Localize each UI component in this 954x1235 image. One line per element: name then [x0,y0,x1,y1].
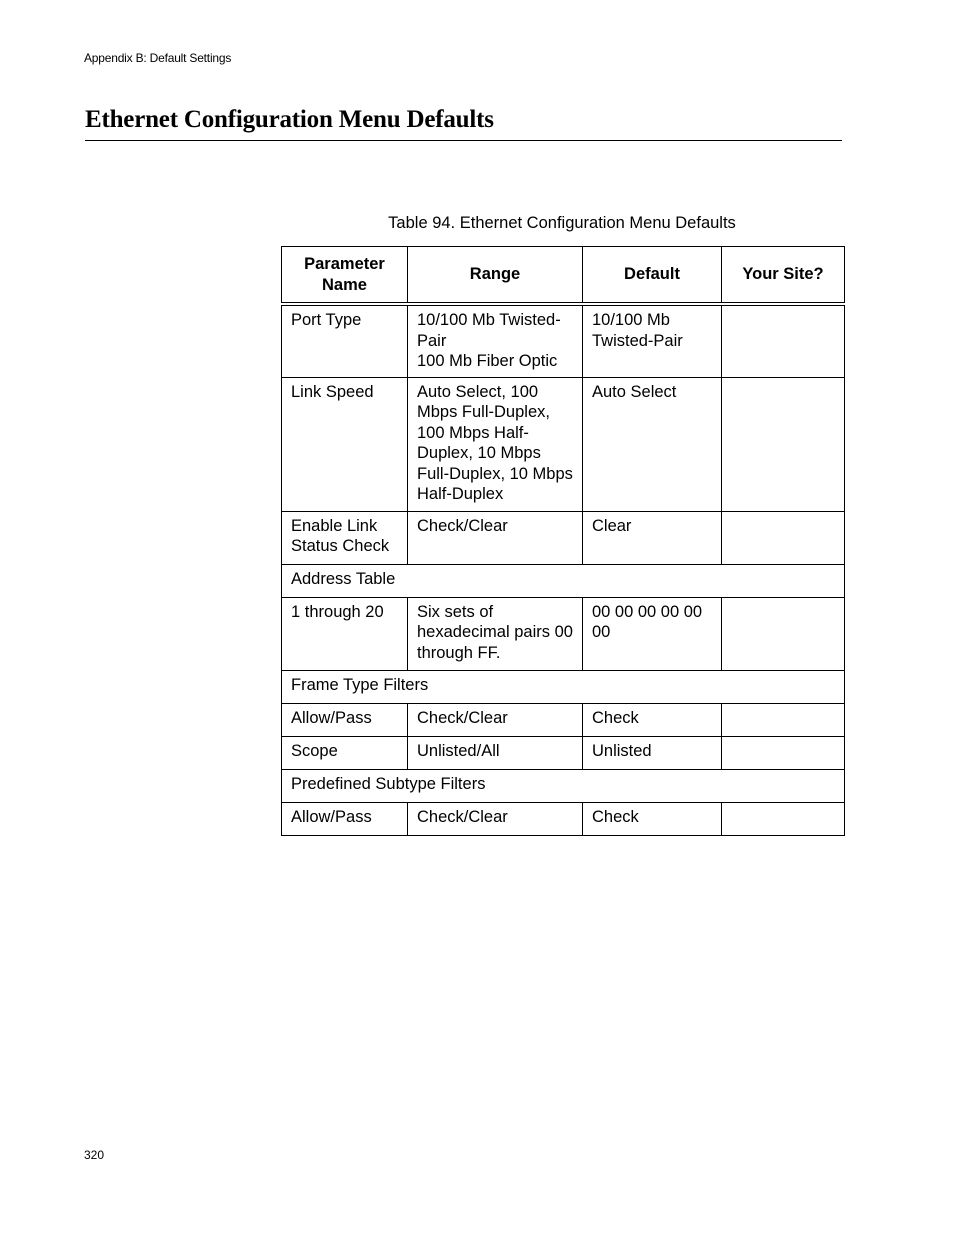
range-line-2: 100 Mb Fiber Optic [417,352,558,370]
section-row-label: Frame Type Filters [282,670,845,703]
table-row [282,736,845,769]
range-cell: Six sets of hexadecimal pairs 00 through FF. [408,597,583,670]
title-rule [85,140,842,141]
page-number: 320 [84,1148,105,1162]
param-cell: Enable Link Status Check [282,511,408,564]
site-cell [722,511,845,564]
range-cell: Check/Clear [408,511,583,564]
range-cell: Check/Clear [408,802,583,835]
param-cell: Scope [282,736,408,769]
default-cell: Check [583,802,722,835]
section-row-label: Predefined Subtype Filters [282,769,845,802]
default-cell: Auto Select [583,377,722,511]
table-row [282,377,845,511]
table-row [282,802,845,835]
section-row [282,564,845,597]
range-cell: Check/Clear [408,703,583,736]
section-row-label: Address Table [282,564,845,597]
param-cell: Allow/Pass [282,802,408,835]
param-cell: Port Type [282,304,408,377]
site-cell [722,304,845,377]
range-line-1: 10/100 Mb Twisted-Pair [417,311,561,350]
range-cell: Unlisted/All [408,736,583,769]
section-title: Ethernet Configuration Menu Defaults [85,106,494,133]
table-row [282,703,845,736]
param-cell: Allow/Pass [282,703,408,736]
site-cell [722,597,845,670]
table-row [282,597,845,670]
range-cell [408,304,583,377]
table-row [282,304,845,377]
header-parameter-name: Parameter Name [282,247,408,305]
default-cell: 10/100 Mb Twisted-Pair [583,304,722,377]
param-cell: Link Speed [282,377,408,511]
default-cell: Clear [583,511,722,564]
section-row [282,769,845,802]
range-cell: Auto Select, 100 Mbps Full-Duplex, 100 Mbps Half-Duplex, 10 Mbps Full-Duplex, 10 Mbps Half-Duplex [408,377,583,511]
header-row [282,247,845,305]
header-your-site: Your Site? [722,247,845,305]
site-cell [722,377,845,511]
running-head: Appendix B: Default Settings [84,51,232,65]
table-row [282,511,845,564]
defaults-table [281,246,845,836]
site-cell [722,736,845,769]
param-cell: 1 through 20 [282,597,408,670]
header-range: Range [408,247,583,305]
default-cell: Unlisted [583,736,722,769]
table-caption: Table 94. Ethernet Configuration Menu Defaults [388,214,736,232]
default-cell: 00 00 00 00 00 00 [583,597,722,670]
section-row [282,670,845,703]
header-default: Default [583,247,722,305]
site-cell [722,802,845,835]
default-cell: Check [583,703,722,736]
site-cell [722,703,845,736]
